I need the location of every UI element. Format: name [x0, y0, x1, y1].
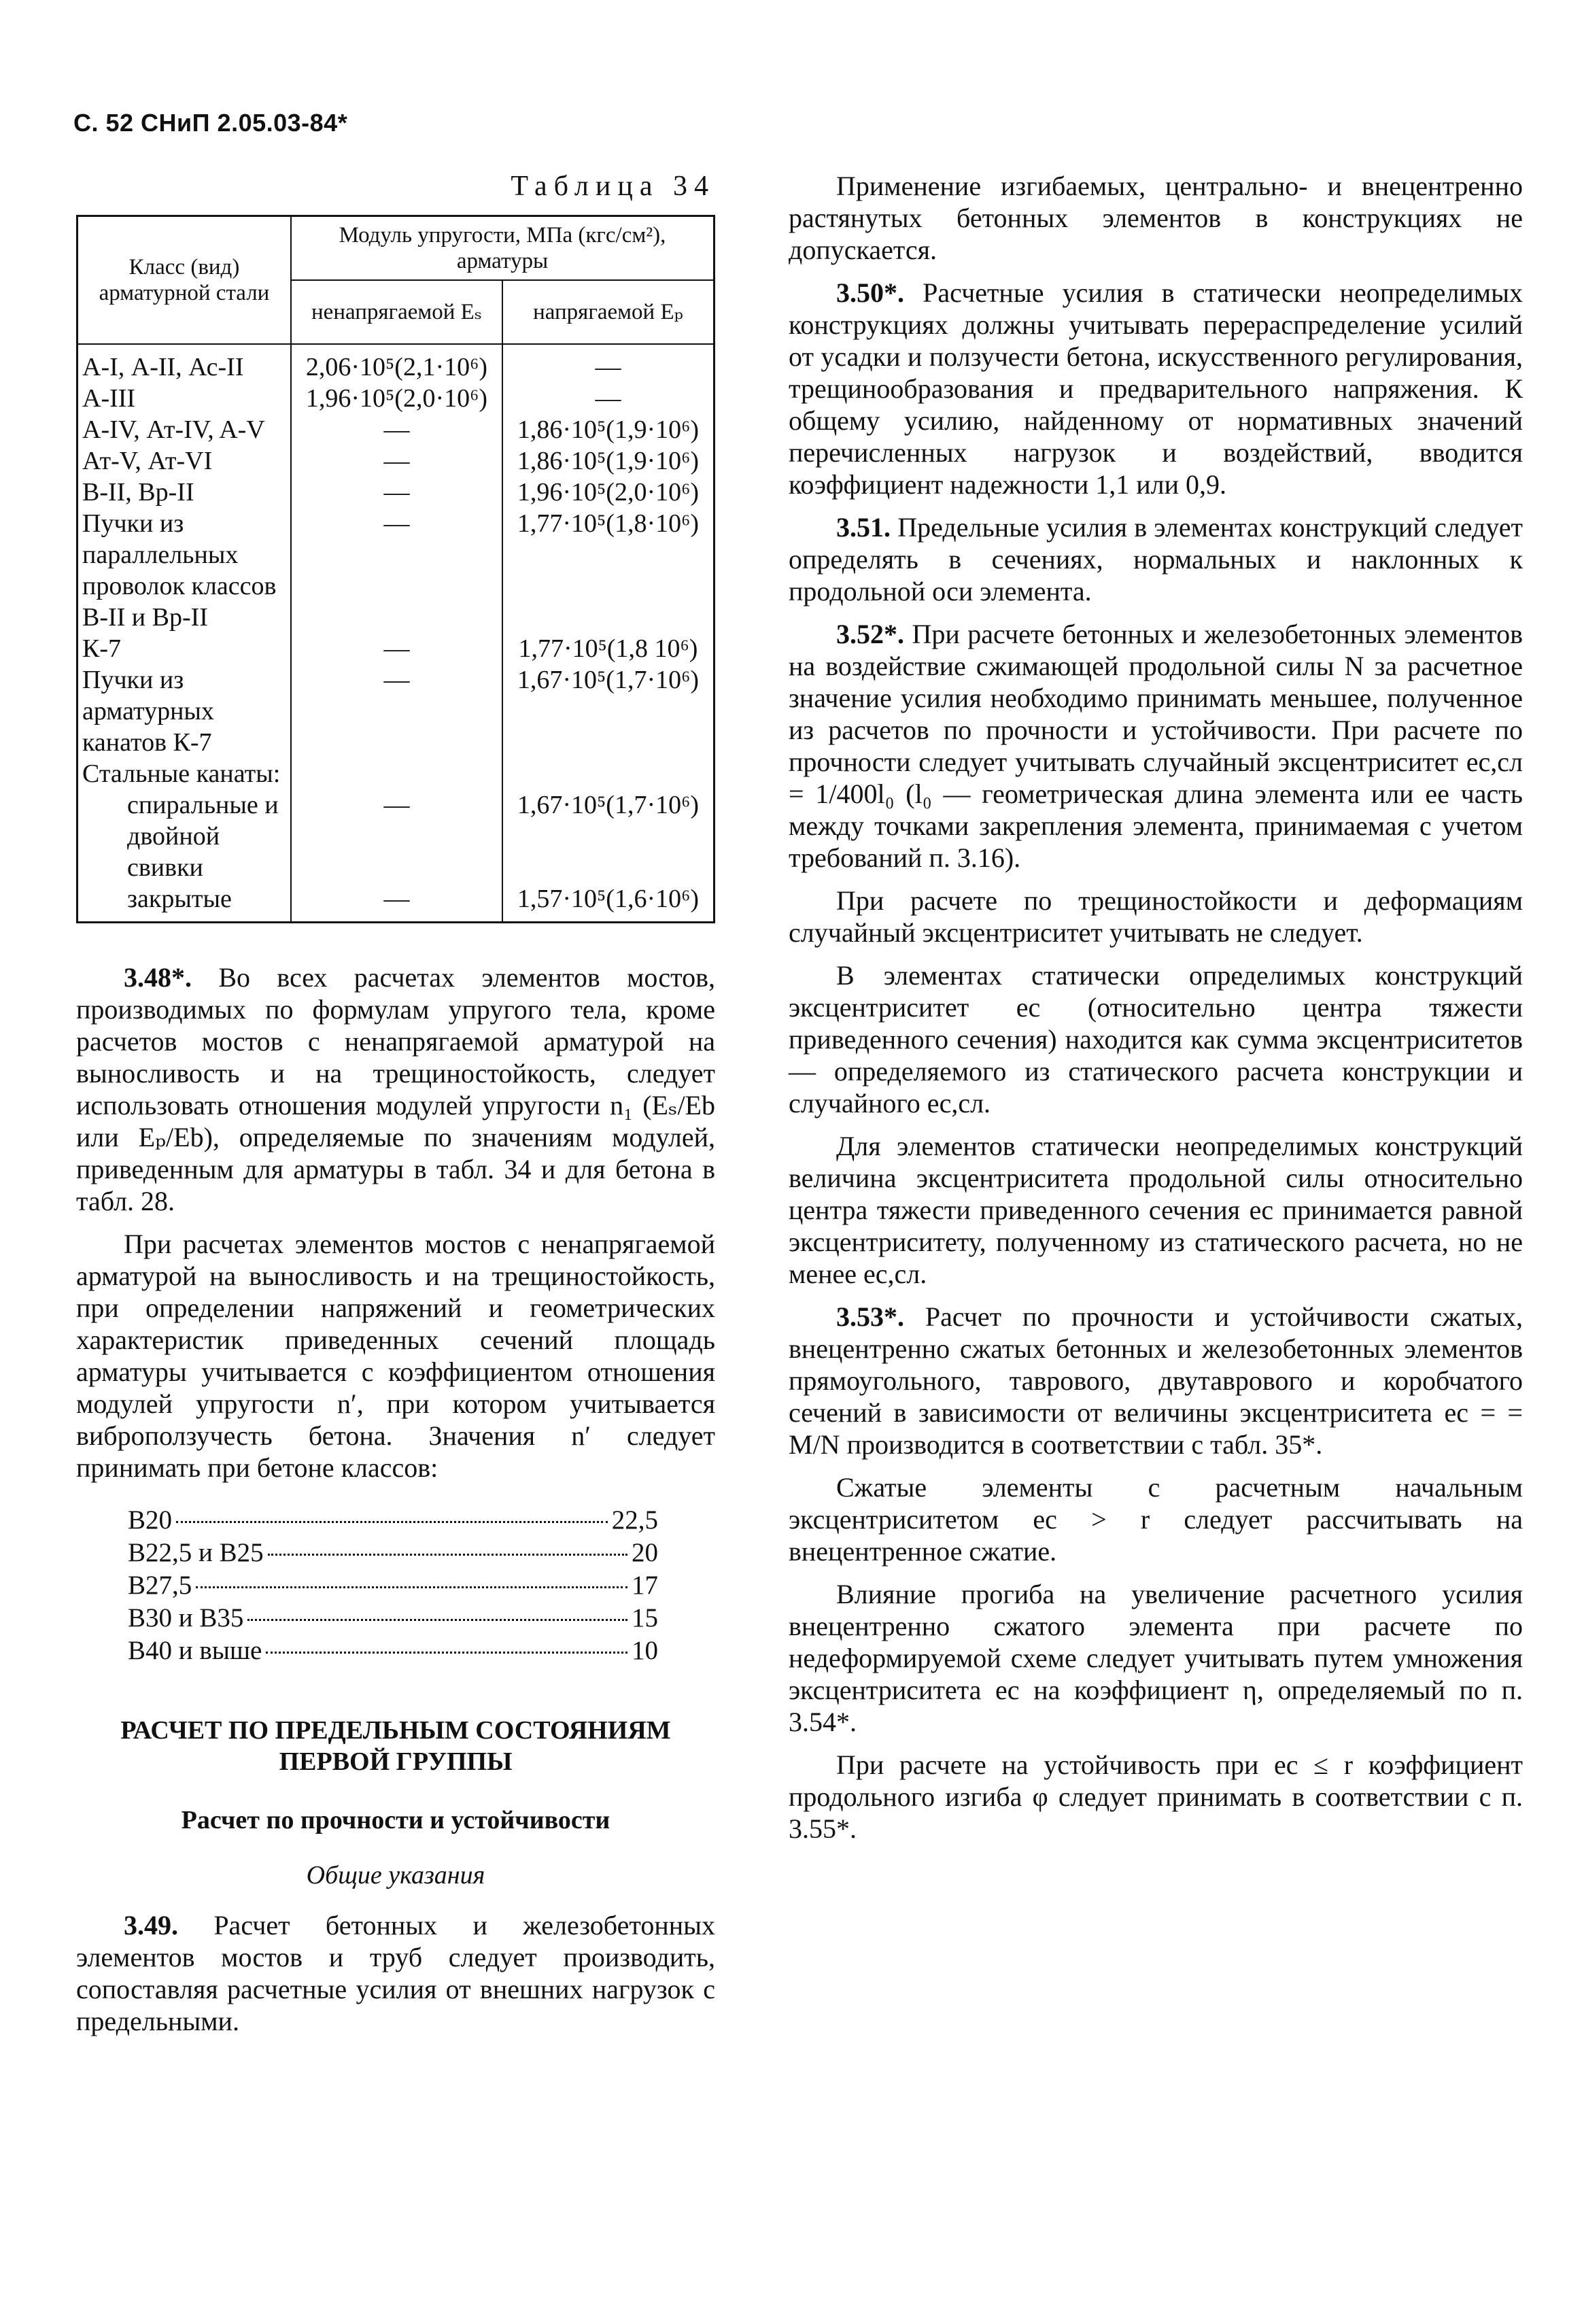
header-es: ненапрягаемой Eₛ [291, 280, 502, 344]
section-heading: РАСЧЕТ ПО ПРЕДЕЛЬНЫМ СОСТОЯНИЯМ ПЕРВОЙ ГРУППЫ [120, 1716, 671, 1776]
table-caption: Таблица 34 [511, 171, 715, 202]
list-item: В40 и выше 10 [128, 1636, 658, 1665]
table-row: В-II, Вр-II — 1,96·10⁵(2,0·10⁶) [78, 477, 714, 508]
subsubsection-heading: Общие указания [306, 1861, 485, 1890]
table-row: Ат-V, Ат-VI — 1,86·10⁵(1,9·10⁶) [78, 445, 714, 477]
table-row: Пучки из параллельных проволок классов В-II и Вр-II — 1,77·10⁵(1,8·10⁶) [78, 508, 714, 633]
table-34 [76, 215, 715, 923]
header-ep: напрягаемой Eₚ [502, 280, 714, 344]
table-row: А-I, А-II, Ас-II 2,06·10⁵(2,1·10⁶) — [78, 344, 714, 383]
paragraph-3-48-b: При расчетах элементов мостов с ненапрягаемой арматурой на выносливость и на трещиностойкость, при определении напряжений и геометрических характеристик приведенных сечений площадь арматуры учитывается с коэффициентом отношения модулей упругости n′, при котором учитывается виброползучесть бетона. Значения n′ следует принимать при бетоне классов: [76, 1229, 715, 1483]
paragraph-3-50: 3.50*. Расчетные усилия в статически неопределимых конструкциях должны учитывать перераспределение усилий от усадки и ползучести бетона, искусственного регулирования, трещинообразования и предварительного напряжения. К общему усилию, найденному от нормативных значений перечисленных нагрузок и воздействий, вводится коэффициент надежности 1,1 или 0,9. [789, 277, 1523, 500]
paragraph-3-53-c: Влияние прогиба на увеличение расчетного усилия внецентренно сжатого элемента при расчете по недеформируемой схеме следует учитывать путем умножения эксцентриситета ec на коэффициент η, определяемый по п. 3.54*. [789, 1579, 1523, 1737]
list-item: В20 22,5 [128, 1505, 658, 1535]
header-class: Класс (вид) арматурной стали [78, 216, 292, 345]
paragraph-3-52: 3.52*. При расчете бетонных и железобетонных элементов на воздействие сжимающей продольной силы N за расчетное значение усилия необходимо принимать меньшее, полученное из расчетов по прочности и устойчивости. При расчете по прочности следует учитывать случайный эксцентриситет ec,сл = 1/400l₀ (l₀ — геометрическая длина элемента или ее часть между точками закрепления элемента, принимаемая с учетом требований п. 3.16). [789, 619, 1523, 873]
page-header: С. 52 СНиП 2.05.03-84* [73, 109, 348, 137]
paragraph-3-51: 3.51. Предельные усилия в элементах конструкций следует определять в сечениях, нормальных и наклонных к продольной оси элемента. [789, 512, 1523, 606]
paragraph-3-52-d: Для элементов статически неопределимых конструкций величина эксцентриситета продольной силы относительно центра тяжести приведенного сечения ec принимается равной эксцентриситету, полученному из статического расчета, но не менее ec,сл. [789, 1131, 1523, 1289]
paragraph-intro: Применение изгибаемых, центрально- и внецентренно растянутых бетонных элементов в конструкциях не допускается. [789, 171, 1523, 265]
list-item: В27,5 17 [128, 1571, 658, 1600]
paragraph-3-52-c: В элементах статически определимых конструкций эксцентриситет ec (относительно центра тяжести приведенного сечения) находится как сумма эксцентриситетов — определяемого из статического расчета конструкции и случайного ec,сл. [789, 960, 1523, 1118]
left-column [76, 170, 715, 2037]
table-row: Пучки из арматурных канатов К-7 — 1,67·10⁵(1,7·10⁶) [78, 664, 714, 758]
table-row: Стальные канаты: [78, 758, 714, 789]
concrete-class-list [128, 1504, 658, 1667]
table-row: А-III 1,96·10⁵(2,0·10⁶) — [78, 383, 714, 414]
table-row: А-IV, Ат-IV, A-V — 1,86·10⁵(1,9·10⁶) [78, 414, 714, 445]
list-item: В30 и В35 15 [128, 1603, 658, 1633]
paragraph-3-52-b: При расчете по трещиностойкости и деформациям случайный эксцентриситет учитывать не следует. [789, 885, 1523, 948]
list-item: В22,5 и В25 20 [128, 1538, 658, 1567]
table-row: спиральные и двойной свивки — 1,67·10⁵(1,7·10⁶) [78, 789, 714, 883]
paragraph-3-53: 3.53*. Расчет по прочности и устойчивости сжатых, внецентренно сжатых бетонных и железобетонных элементов прямоугольного, таврового, двутаврового и коробчатого сечений в зависимости от величины эксцентриситета ec = = M/N производится в соответствии с табл. 35*. [789, 1301, 1523, 1460]
table-row: закрытые — 1,57·10⁵(1,6·10⁶) [78, 883, 714, 923]
paragraph-3-49: 3.49. Расчет бетонных и железобетонных элементов мостов и труб следует производить, сопоставляя расчетные усилия от внешних нагрузок с предельными. [76, 1910, 716, 2036]
paragraph-3-48: 3.48*. Во всех расчетах элементов мостов, производимых по формулам упругого тела, кроме расчетов мостов с ненапрягаемой арматурой на выносливость и на трещиностойкость, следует использовать отношения модулей упругости n₁ (Eₛ/Eb или Eₚ/Eb), определяемые по значениям модулей, приведенным для арматуры в табл. 34 и для бетона в табл. 28. [76, 962, 716, 1216]
subsection-heading: Расчет по прочности и устойчивости [181, 1806, 610, 1834]
right-column [789, 170, 1523, 1845]
paragraph-3-53-b: Сжатые элементы с расчетным начальным эксцентриситетом ec > r следует рассчитывать на внецентренное сжатие. [789, 1472, 1523, 1567]
header-modulus: Модуль упругости, МПа (кгс/см²), арматуры [291, 216, 714, 281]
table-row: К-7 — 1,77·10⁵(1,8 10⁶) [78, 633, 714, 664]
paragraph-3-53-d: При расчете на устойчивость при ec ≤ r коэффициент продольного изгиба φ следует принимать в соответствии с п. 3.55*. [789, 1749, 1523, 1844]
